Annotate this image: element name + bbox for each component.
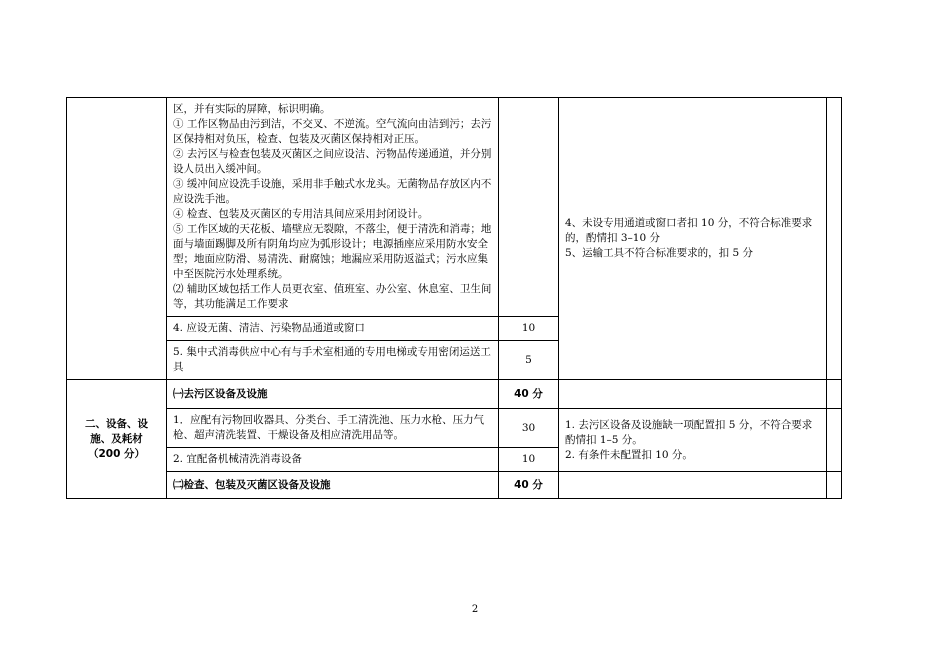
table-row <box>67 409 842 448</box>
subsection-score: 40 分 <box>499 472 559 499</box>
subsection-score: 40 分 <box>499 380 559 409</box>
item-score: 30 <box>499 409 559 448</box>
category-line: 二、设备、设 <box>85 417 148 430</box>
standards-table <box>66 97 842 499</box>
table-row <box>67 472 842 499</box>
category-line: （200 分） <box>87 447 146 460</box>
item-text: 1．应配有污物回收器具、分类台、手工清洗池、压力水枪、压力气枪、超声清洗装置、干燥设备及相应清洗用品等。 <box>167 409 499 448</box>
subsection-title: ㈠去污区设备及设施 <box>167 380 499 409</box>
item-text: 5. 集中式消毒供应中心有与手术室相通的专用电梯或专用密闭运送工具 <box>167 341 499 380</box>
deduction-cell-empty <box>559 472 827 499</box>
deduction-cell <box>559 98 827 380</box>
table-row <box>67 380 842 409</box>
item-text: 2. 宜配备机械清洗消毒设备 <box>167 448 499 472</box>
criteria-line: ⑤ 工作区域的天花板、墙壁应无裂隙，不落尘，便于清洗和消毒；地面与墙面踢脚及所有阴角均应为弧形设计；电源插座应采用防水安全型；地面应防滑、易清洗、耐腐蚀；地漏应采用防返溢式；污水应集中至医院污水处理系统。 <box>173 223 492 280</box>
deduction-line: 5、运输工具不符合标准要求的，扣 5 分 <box>565 247 754 259</box>
category-line: 施、及耗材 <box>90 432 143 445</box>
subsection-title: ㈡检查、包装及灭菌区设备及设施 <box>167 472 499 499</box>
criteria-line: ④ 检查、包装及灭菌区的专用洁具间应采用封闭设计。 <box>173 208 429 220</box>
deduction-line: 4、未设专用通道或窗口者扣 10 分，不符合标准要求的，酌情扣 3–10 分 <box>565 217 813 244</box>
remarks-cell <box>827 472 842 499</box>
criteria-line: 区，并有实际的屏障，标识明确。 <box>173 103 331 115</box>
criteria-line: ③ 缓冲间应设洗手设施，采用非手触式水龙头。无菌物品存放区内不应设洗手池。 <box>173 178 492 205</box>
deduction-cell-empty <box>559 380 827 409</box>
deduction-line: 1. 去污区设备及设施缺一项配置扣 5 分，不符合要求酌情扣 1–5 分。 <box>565 418 813 446</box>
remarks-cell <box>827 380 842 409</box>
deduction-line: 2. 有条件未配置扣 10 分。 <box>565 448 693 461</box>
criteria-line: ① 工作区物品由污到洁，不交叉、不逆流。空气流向由洁到污；去污区保持相对负压，检查、包装及灭菌区保持相对正压。 <box>173 118 492 145</box>
item-score: 10 <box>499 317 559 341</box>
criteria-line: ② 去污区与检查包装及灭菌区之间应设洁、污物品传递通道，并分别设人员出入缓冲间。 <box>173 148 492 175</box>
item-score: 10 <box>499 448 559 472</box>
criteria-line: ⑵ 辅助区域包括工作人员更衣室、值班室、办公室、休息室、卫生间等，其功能满足工作要求 <box>173 283 492 310</box>
remarks-cell <box>827 409 842 472</box>
deduction-cell <box>559 409 827 472</box>
item-score: 5 <box>499 341 559 380</box>
category-cell-empty <box>67 98 167 380</box>
remarks-cell <box>827 98 842 380</box>
page-number: 2 <box>471 604 479 615</box>
table-row <box>67 98 842 317</box>
item-text: 4. 应设无菌、清洁、污染物品通道或窗口 <box>167 317 499 341</box>
category-cell <box>67 380 167 499</box>
score-cell-empty <box>499 98 559 317</box>
criteria-cell <box>167 98 499 317</box>
